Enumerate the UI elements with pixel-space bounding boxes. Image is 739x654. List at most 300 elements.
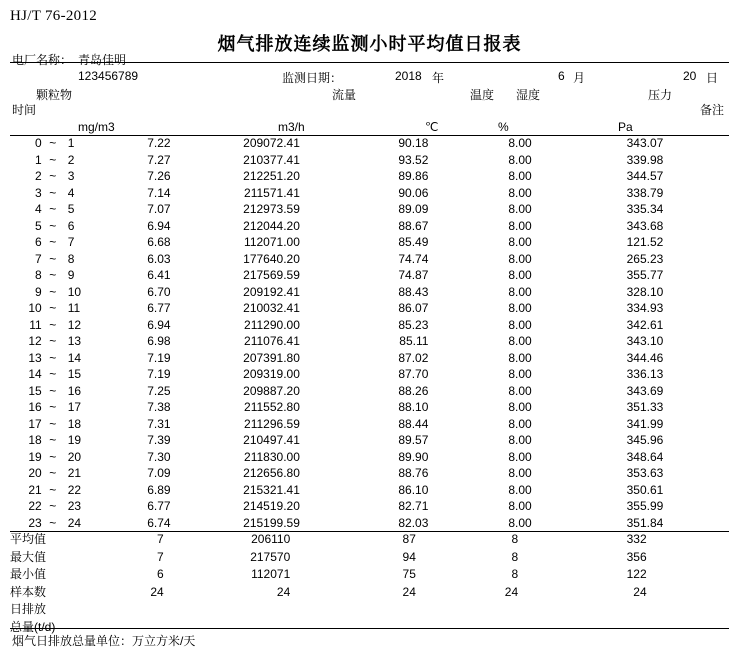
cell-pressure: 342.61 xyxy=(626,317,664,332)
summary-particle: 7 xyxy=(156,549,164,564)
cell-hour-start: 7 xyxy=(35,251,42,266)
cell-range-tilde: ~ xyxy=(49,218,57,233)
cell-pressure: 348.64 xyxy=(626,449,664,464)
cell-temperature: 87.70 xyxy=(398,367,429,381)
summary-particle: 24 xyxy=(150,584,164,599)
cell-hour-end: 12 xyxy=(67,317,82,332)
cell-flow: 207391.80 xyxy=(243,350,300,365)
cell-temperature: 86.10 xyxy=(398,482,429,497)
cell-particle: 7.30 xyxy=(147,449,171,464)
cell-range-tilde: ~ xyxy=(49,284,57,299)
cell-range-tilde: ~ xyxy=(49,268,57,282)
summary-flow: 217570 xyxy=(250,549,291,564)
cell-temperature: 74.74 xyxy=(398,251,429,266)
table-row xyxy=(10,416,729,433)
cell-pressure: 339.98 xyxy=(626,152,664,167)
cell-remark xyxy=(703,317,729,334)
summary-remark xyxy=(687,601,729,619)
table-row xyxy=(10,201,729,218)
hourly-data-table xyxy=(10,135,729,531)
cell-temperature: 85.49 xyxy=(398,235,429,249)
cell-flow: 212656.80 xyxy=(243,466,300,480)
cell-hour-start: 22 xyxy=(28,499,42,513)
cell-flow: 210377.41 xyxy=(243,152,300,167)
unit-pressure: Pa xyxy=(618,120,633,134)
cell-range-tilde: ~ xyxy=(49,185,57,200)
cell-flow: 212973.59 xyxy=(243,202,300,216)
cell-range-tilde: ~ xyxy=(49,466,57,480)
cell-hour-start: 13 xyxy=(28,350,42,365)
cell-hour-start: 21 xyxy=(28,482,42,497)
column-header-time: 时间 xyxy=(12,103,37,117)
cell-pressure: 344.57 xyxy=(626,169,664,183)
summary-pressure xyxy=(566,601,687,619)
cell-hour-end: 19 xyxy=(67,433,82,447)
summary-label: 平均值 xyxy=(10,532,47,546)
plant-code-value: 123456789 xyxy=(78,69,139,83)
cell-humidity: 8.00 xyxy=(508,136,532,150)
cell-flow: 211571.41 xyxy=(244,185,300,200)
unit-temperature: ℃ xyxy=(425,120,439,134)
cell-pressure: 341.99 xyxy=(626,416,664,431)
cell-hour-end: 4 xyxy=(67,185,75,200)
cell-hour-end: 17 xyxy=(67,400,82,414)
cell-humidity: 8.00 xyxy=(508,169,532,183)
monitor-month-unit: 月 xyxy=(573,71,586,85)
cell-temperature: 89.57 xyxy=(398,433,429,447)
cell-remark xyxy=(703,350,729,367)
cell-particle: 7.07 xyxy=(147,202,171,216)
cell-hour-end: 1 xyxy=(67,136,75,150)
summary-temperature xyxy=(336,601,452,619)
cell-hour-start: 23 xyxy=(28,515,42,530)
cell-temperature: 74.87 xyxy=(398,268,429,282)
cell-remark xyxy=(703,333,729,350)
cell-humidity: 8.00 xyxy=(508,284,532,299)
summary-flow xyxy=(182,601,337,619)
cell-humidity: 8.00 xyxy=(508,499,532,513)
cell-hour-start: 5 xyxy=(35,218,42,233)
cell-humidity: 8.00 xyxy=(508,268,532,282)
cell-flow: 209192.41 xyxy=(243,284,300,299)
cell-humidity: 8.00 xyxy=(508,235,532,249)
cell-particle: 6.89 xyxy=(147,482,171,497)
cell-flow: 211296.59 xyxy=(244,416,300,431)
cell-temperature: 90.18 xyxy=(398,136,429,150)
cell-range-tilde: ~ xyxy=(49,202,57,216)
cell-hour-start: 2 xyxy=(35,169,42,183)
cell-particle: 7.19 xyxy=(147,350,171,365)
cell-range-tilde: ~ xyxy=(49,416,57,431)
cell-pressure: 350.61 xyxy=(626,482,664,497)
cell-flow: 211076.41 xyxy=(244,334,300,348)
cell-hour-end: 23 xyxy=(67,499,82,513)
table-row xyxy=(10,300,729,317)
cell-remark xyxy=(703,465,729,482)
cell-remark xyxy=(703,432,729,449)
table-row xyxy=(10,152,729,169)
cell-range-tilde: ~ xyxy=(49,482,57,497)
cell-hour-end: 10 xyxy=(67,284,82,299)
cell-flow: 209072.41 xyxy=(243,136,300,150)
cell-range-tilde: ~ xyxy=(49,235,57,249)
cell-hour-end: 16 xyxy=(67,383,82,398)
column-header-pressure: 压力 xyxy=(648,88,673,102)
cell-pressure: 328.10 xyxy=(626,284,664,299)
cell-hour-end: 3 xyxy=(67,169,75,183)
cell-humidity: 8.00 xyxy=(508,367,532,381)
cell-remark xyxy=(703,498,729,515)
summary-humidity: 24 xyxy=(504,584,519,599)
cell-temperature: 89.90 xyxy=(398,449,429,464)
cell-particle: 7.14 xyxy=(147,185,171,200)
cell-particle: 7.31 xyxy=(147,416,171,431)
monitor-year-value: 2018 xyxy=(395,69,422,83)
cell-particle: 6.41 xyxy=(147,268,171,282)
cell-hour-end: 2 xyxy=(67,152,75,167)
cell-remark xyxy=(703,449,729,466)
cell-humidity: 8.00 xyxy=(508,449,532,464)
cell-pressure: 121.52 xyxy=(626,235,664,249)
cell-hour-end: 11 xyxy=(67,301,81,315)
cell-pressure: 343.68 xyxy=(626,218,664,233)
table-row xyxy=(10,218,729,235)
cell-temperature: 88.10 xyxy=(398,400,429,414)
cell-temperature: 88.26 xyxy=(398,383,429,398)
cell-hour-start: 20 xyxy=(28,466,42,480)
cell-pressure: 343.69 xyxy=(626,383,664,398)
plant-name-value: 青岛佳明 xyxy=(78,53,127,67)
cell-particle: 6.98 xyxy=(147,334,171,348)
cell-flow: 215321.41 xyxy=(243,482,300,497)
cell-humidity: 8.00 xyxy=(508,350,532,365)
cell-remark xyxy=(703,300,729,317)
cell-pressure: 344.46 xyxy=(626,350,664,365)
cell-range-tilde: ~ xyxy=(49,301,57,315)
summary-humidity: 8 xyxy=(511,532,519,546)
cell-flow: 212251.20 xyxy=(243,169,300,183)
table-row xyxy=(10,383,729,400)
summary-pressure: 24 xyxy=(633,584,647,599)
table-row xyxy=(10,432,729,449)
cell-flow: 211830.00 xyxy=(244,449,300,464)
cell-hour-end: 8 xyxy=(67,251,75,266)
cell-temperature: 88.43 xyxy=(398,284,429,299)
monitor-day-value: 20 xyxy=(683,69,697,83)
cell-remark xyxy=(703,168,729,185)
cell-particle: 6.94 xyxy=(147,218,171,233)
cell-temperature: 85.23 xyxy=(398,317,429,332)
cell-pressure: 336.13 xyxy=(626,367,664,381)
summary-remark xyxy=(687,584,729,602)
summary-humidity: 8 xyxy=(511,549,519,564)
table-row xyxy=(10,267,729,284)
cell-temperature: 89.86 xyxy=(398,169,429,183)
cell-hour-end: 24 xyxy=(67,515,82,530)
cell-particle: 6.94 xyxy=(147,317,171,332)
cell-range-tilde: ~ xyxy=(49,152,57,167)
cell-particle: 7.25 xyxy=(147,383,171,398)
cell-range-tilde: ~ xyxy=(49,136,57,150)
cell-humidity: 8.00 xyxy=(508,466,532,480)
column-header-remark: 备注 xyxy=(700,103,725,117)
table-row xyxy=(10,333,729,350)
cell-remark xyxy=(703,152,729,169)
cell-flow: 211290.00 xyxy=(244,317,300,332)
cell-hour-start: 9 xyxy=(35,284,42,299)
cell-hour-start: 14 xyxy=(28,367,42,381)
cell-particle: 7.19 xyxy=(147,367,171,381)
summary-label: 总量(t/d) xyxy=(10,619,56,634)
cell-range-tilde: ~ xyxy=(49,169,57,183)
cell-humidity: 8.00 xyxy=(508,515,532,530)
cell-remark xyxy=(703,234,729,251)
cell-particle: 7.22 xyxy=(147,136,171,150)
cell-hour-start: 4 xyxy=(35,202,42,216)
table-row xyxy=(10,185,729,202)
unit-particle: mg/m3 xyxy=(78,120,115,134)
cell-temperature: 87.02 xyxy=(398,350,429,365)
table-row xyxy=(10,399,729,416)
cell-range-tilde: ~ xyxy=(49,515,57,530)
cell-flow: 112071.00 xyxy=(244,235,300,249)
cell-hour-end: 5 xyxy=(67,202,75,216)
column-header-temperature: 温度 xyxy=(470,88,495,102)
cell-hour-start: 1 xyxy=(35,152,42,167)
cell-pressure: 351.84 xyxy=(626,515,664,530)
cell-remark xyxy=(703,416,729,433)
cell-hour-end: 20 xyxy=(67,449,82,464)
cell-particle: 6.77 xyxy=(147,499,171,513)
cell-range-tilde: ~ xyxy=(49,317,57,332)
cell-temperature: 90.06 xyxy=(398,185,429,200)
cell-humidity: 8.00 xyxy=(508,185,532,200)
cell-temperature: 88.44 xyxy=(398,416,429,431)
cell-flow: 214519.20 xyxy=(243,499,300,513)
cell-flow: 210032.41 xyxy=(243,301,300,315)
cell-remark xyxy=(703,284,729,301)
cell-humidity: 8.00 xyxy=(508,218,532,233)
table-row xyxy=(10,317,729,334)
cell-particle: 6.68 xyxy=(147,235,171,249)
monitor-year-unit: 年 xyxy=(432,71,445,85)
cell-remark xyxy=(703,251,729,268)
cell-temperature: 85.11 xyxy=(399,334,429,348)
summary-row xyxy=(10,531,729,549)
summary-label: 样本数 xyxy=(10,584,47,599)
cell-pressure: 343.07 xyxy=(626,136,664,150)
cell-flow: 215199.59 xyxy=(243,515,300,530)
summary-flow: 112071 xyxy=(251,567,291,581)
cell-particle: 7.26 xyxy=(147,169,171,183)
cell-particle: 7.09 xyxy=(147,466,171,480)
summary-label: 日排放 xyxy=(10,602,47,616)
cell-pressure: 355.77 xyxy=(626,268,664,282)
cell-temperature: 82.71 xyxy=(398,499,429,513)
cell-temperature: 88.76 xyxy=(398,466,429,480)
summary-row xyxy=(10,584,729,602)
cell-hour-start: 6 xyxy=(35,235,42,249)
page-title: 烟气排放连续监测小时平均值日报表 xyxy=(217,34,522,54)
cell-hour-start: 17 xyxy=(28,416,42,431)
cell-temperature: 88.67 xyxy=(398,218,429,233)
cell-pressure: 353.63 xyxy=(626,466,664,480)
table-row xyxy=(10,515,729,532)
table-row xyxy=(10,168,729,185)
summary-row xyxy=(10,601,729,619)
cell-particle: 7.38 xyxy=(147,400,171,414)
summary-particle: 7 xyxy=(156,532,164,546)
cell-flow: 210497.41 xyxy=(243,433,300,447)
cell-pressure: 338.79 xyxy=(626,185,664,200)
cell-pressure: 351.33 xyxy=(626,400,664,414)
cell-humidity: 8.00 xyxy=(508,152,532,167)
cell-range-tilde: ~ xyxy=(49,433,57,447)
table-row xyxy=(10,498,729,515)
summary-label: 最小值 xyxy=(10,567,47,581)
summary-pressure: 356 xyxy=(626,549,647,564)
cell-particle: 6.77 xyxy=(147,301,171,315)
summary-particle: 6 xyxy=(156,567,164,581)
cell-particle: 6.74 xyxy=(147,515,171,530)
cell-temperature: 82.03 xyxy=(398,515,429,530)
monitor-month-value: 6 xyxy=(558,69,565,83)
summary-pressure: 122 xyxy=(626,567,647,581)
summary-flow: 24 xyxy=(276,584,291,599)
cell-pressure: 345.96 xyxy=(626,433,664,447)
monitor-date-label: 监测日期： xyxy=(282,71,343,85)
summary-humidity: 8 xyxy=(511,567,519,581)
cell-humidity: 8.00 xyxy=(508,317,532,332)
cell-flow: 209319.00 xyxy=(243,367,300,381)
cell-remark xyxy=(703,515,729,532)
cell-humidity: 8.00 xyxy=(508,433,532,447)
header-divider xyxy=(10,62,729,63)
summary-row xyxy=(10,566,729,584)
cell-hour-end: 9 xyxy=(67,268,75,282)
cell-flow: 211552.80 xyxy=(244,400,300,414)
monitor-day-unit: 日 xyxy=(706,71,719,85)
table-row xyxy=(10,251,729,268)
summary-remark xyxy=(687,549,729,567)
summary-temperature: 87 xyxy=(402,532,416,546)
cell-hour-start: 11 xyxy=(29,317,42,332)
column-header-flow: 流量 xyxy=(332,88,357,102)
cell-hour-end: 7 xyxy=(67,235,75,249)
summary-temperature: 94 xyxy=(402,549,416,564)
cell-hour-start: 0 xyxy=(35,136,42,150)
summary-flow: 206110 xyxy=(251,532,291,546)
cell-pressure: 334.93 xyxy=(626,301,664,315)
cell-humidity: 8.00 xyxy=(508,383,532,398)
summary-label: 最大值 xyxy=(10,549,47,564)
summary-temperature: 24 xyxy=(402,584,416,599)
cell-hour-end: 13 xyxy=(67,334,82,348)
cell-pressure: 265.23 xyxy=(626,251,664,266)
cell-remark xyxy=(703,218,729,235)
cell-remark xyxy=(703,366,729,383)
cell-pressure: 355.99 xyxy=(626,499,664,513)
cell-hour-start: 10 xyxy=(28,301,42,315)
cell-flow: 209887.20 xyxy=(243,383,300,398)
cell-particle: 6.70 xyxy=(147,284,171,299)
table-row xyxy=(10,366,729,383)
cell-range-tilde: ~ xyxy=(49,350,57,365)
cell-humidity: 8.00 xyxy=(508,301,532,315)
cell-hour-start: 19 xyxy=(28,449,42,464)
summary-remark xyxy=(687,531,729,549)
cell-pressure: 343.10 xyxy=(626,334,664,348)
column-header-humidity: 湿度 xyxy=(516,88,541,102)
cell-hour-end: 15 xyxy=(67,367,82,381)
cell-particle: 6.03 xyxy=(147,251,171,266)
cell-humidity: 8.00 xyxy=(508,334,532,348)
footnote: 烟气日排放总量单位：万立方米/天 xyxy=(12,634,196,648)
summary-humidity xyxy=(452,601,566,619)
cell-remark xyxy=(703,185,729,202)
table-row xyxy=(10,465,729,482)
cell-range-tilde: ~ xyxy=(49,383,57,398)
table-row xyxy=(10,234,729,251)
cell-temperature: 93.52 xyxy=(398,152,429,167)
table-row xyxy=(10,449,729,466)
cell-hour-end: 21 xyxy=(67,466,82,480)
cell-humidity: 8.00 xyxy=(508,251,532,266)
cell-hour-start: 8 xyxy=(35,268,42,282)
plant-name-label: 电厂名称： xyxy=(12,53,73,67)
cell-humidity: 8.00 xyxy=(508,400,532,414)
cell-particle: 7.27 xyxy=(147,152,171,167)
cell-hour-start: 16 xyxy=(28,400,42,414)
cell-flow: 212044.20 xyxy=(243,218,300,233)
cell-hour-end: 22 xyxy=(67,482,82,497)
cell-flow: 177640.20 xyxy=(243,251,300,266)
cell-range-tilde: ~ xyxy=(49,499,57,513)
summary-pressure: 332 xyxy=(626,532,647,546)
cell-particle: 7.39 xyxy=(147,433,171,447)
cell-hour-start: 15 xyxy=(28,383,42,398)
cell-range-tilde: ~ xyxy=(49,449,57,464)
cell-range-tilde: ~ xyxy=(49,400,57,414)
cell-hour-end: 6 xyxy=(67,218,75,233)
cell-temperature: 89.09 xyxy=(398,202,429,216)
summary-temperature: 75 xyxy=(402,567,416,581)
unit-humidity: % xyxy=(498,120,509,134)
cell-range-tilde: ~ xyxy=(49,334,57,348)
cell-temperature: 86.07 xyxy=(398,301,429,315)
table-row xyxy=(10,135,729,152)
cell-humidity: 8.00 xyxy=(508,416,532,431)
table-row xyxy=(10,284,729,301)
summary-particle xyxy=(97,601,181,619)
cell-remark xyxy=(703,482,729,499)
cell-humidity: 8.00 xyxy=(508,202,532,216)
cell-remark xyxy=(703,383,729,400)
cell-hour-end: 18 xyxy=(67,416,82,431)
cell-remark xyxy=(703,135,729,152)
cell-hour-start: 12 xyxy=(28,334,42,348)
unit-flow: m3/h xyxy=(278,120,305,134)
cell-humidity: 8.00 xyxy=(508,482,532,497)
cell-range-tilde: ~ xyxy=(49,251,57,266)
cell-remark xyxy=(703,267,729,284)
summary-row xyxy=(10,549,729,567)
cell-flow: 217569.59 xyxy=(243,268,300,282)
cell-remark xyxy=(703,399,729,416)
summary-table xyxy=(10,531,729,636)
cell-range-tilde: ~ xyxy=(49,367,57,381)
cell-hour-start: 18 xyxy=(28,433,42,447)
